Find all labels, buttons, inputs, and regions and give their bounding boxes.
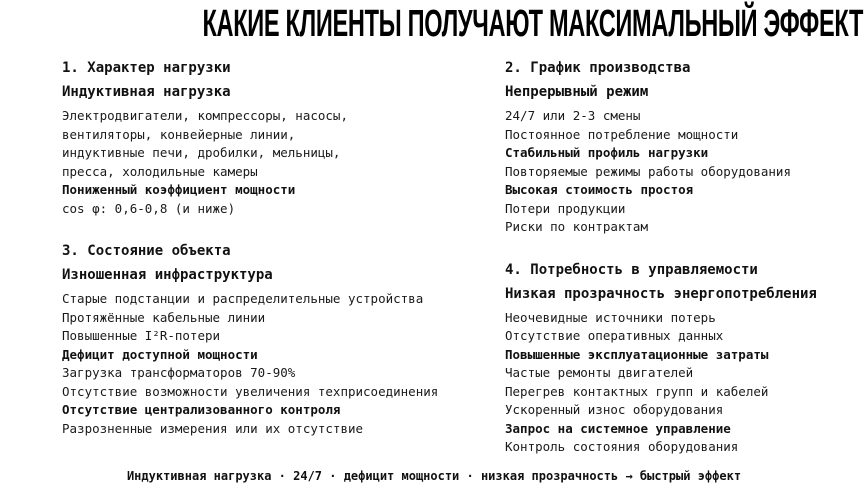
section-subheading: Непрерывный режим <box>505 84 649 100</box>
section-line: Повторяемые режимы работы оборудования <box>505 163 791 179</box>
section-line: Неочевидные источники потерь <box>505 309 716 325</box>
section-line: индуктивные печи, дробилки, мельницы, <box>62 145 341 160</box>
section-line: Разрозненные измерения или их отсутствие <box>62 420 364 436</box>
section-line: Частые ремонты двигателей <box>505 365 694 380</box>
section-line-emphasis: Дефицит доступной мощности <box>62 346 258 362</box>
section-line-emphasis: Стабильный профиль нагрузки <box>505 145 709 160</box>
section-line: вентиляторы, конвейерные линии, <box>62 126 296 142</box>
section-line-emphasis: Повышенные эксплуатационные затраты <box>505 346 769 362</box>
section-subheading: Низкая прозрачность энергопотребления <box>505 285 817 302</box>
section-line: Повышенные I²R-потери <box>62 328 221 343</box>
content-columns <box>0 61 868 457</box>
section-heading: 4. Потребность в управляемости <box>505 261 758 278</box>
left-column <box>62 61 505 457</box>
section-line: Постоянное потребление мощности <box>505 126 739 142</box>
section-line: 24/7 или 2-3 смены <box>505 108 641 123</box>
page-title: КАКИЕ КЛИЕНТЫ ПОЛУЧАЮТ МАКСИМАЛЬНЫЙ ЭФФЕКТ <box>202 3 864 45</box>
section-line: Протяжённые кабельные линии <box>62 309 266 325</box>
section-line: Старые подстанции и распределительные устройства <box>62 291 424 306</box>
section-heading: 3. Состояние объекта <box>62 243 231 259</box>
section-line: Потери продукции <box>505 200 626 216</box>
section-line-emphasis: Отсутствие централизованного контроля <box>62 402 341 417</box>
section-subheading: Индуктивная нагрузка <box>62 84 231 100</box>
section-line-emphasis: Пониженный коэффициент мощности <box>62 182 296 197</box>
section-line: пресса, холодильные камеры <box>62 163 258 179</box>
header <box>0 5 868 44</box>
section-line-emphasis: Запрос на системное управление <box>505 420 731 436</box>
section-site-condition <box>62 244 505 438</box>
section-line: Отсутствие оперативных данных <box>505 328 724 343</box>
section-line: Контроль состояния оборудования <box>505 439 739 454</box>
section-line: Отсутствие возможности увеличения техприсоединения <box>62 383 439 399</box>
section-line: cos φ: 0,6-0,8 (и ниже) <box>62 200 236 216</box>
section-line-emphasis: Высокая стоимость простоя <box>505 182 694 197</box>
section-load-type <box>62 61 505 218</box>
section-line: Риски по контрактам <box>505 219 648 234</box>
section-heading: 1. Характер нагрузки <box>62 60 231 76</box>
right-column <box>505 61 868 457</box>
section-line: Перегрев контактных групп и кабелей <box>505 383 769 399</box>
section-production-schedule <box>505 61 868 237</box>
footer-summary: Индуктивная нагрузка · 24/7 · дефицит мощности · низкая прозрачность → быстрый эффект <box>126 469 742 483</box>
section-controllability-need <box>505 263 868 457</box>
section-line: Электродвигатели, компрессоры, насосы, <box>62 108 348 123</box>
section-subheading: Изношенная инфраструктура <box>62 267 273 283</box>
section-line: Загрузка трансформаторов 70-90% <box>62 365 296 380</box>
section-line: Ускоренный износ оборудования <box>505 402 724 417</box>
section-heading: 2. График производства <box>505 60 691 76</box>
